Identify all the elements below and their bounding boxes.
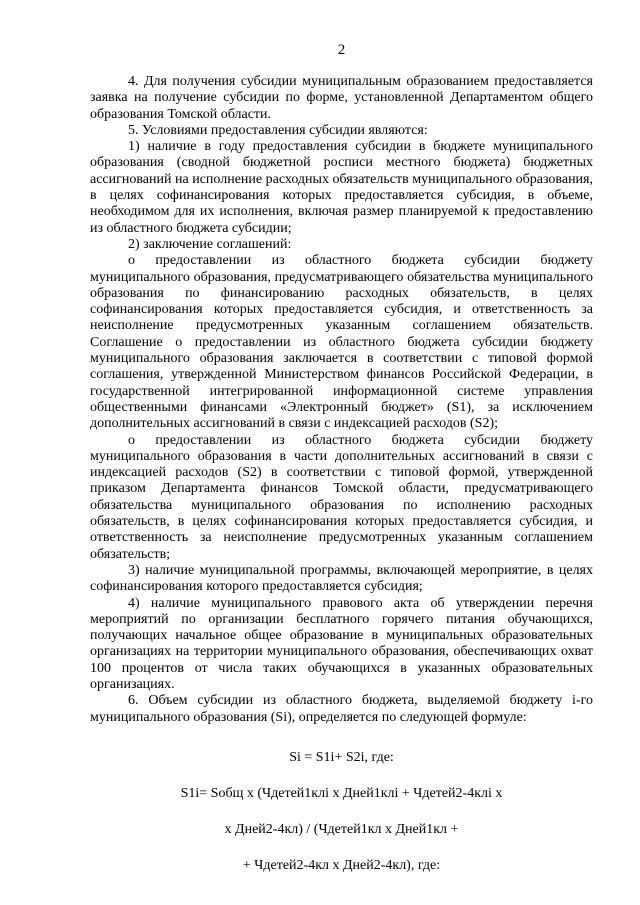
page-number: 2 <box>337 42 346 58</box>
agreement-s1: о предоставлении из областного бюджета субсидии бюджету муниципального образования, предусматривающего обязательства муниципального образования по финансированию расходных обязательств, в целях софинансирования которых предоставляется субсидия, и ответственность за неисполнение предусмотренных указанным соглашением обязательств. Соглашение о предоставлении из областного бюджета субсидии бюджету муниципального образования заключается в соответствии с типовой формой соглашения, утвержденной Министерством финансов Российской Федерации, в государственной интегрированной информационной системе управления общественными финансами «Электронный бюджет» (S1), за исключением дополнительных ассигнований в связи с индексацией расходов (S2); <box>90 253 593 432</box>
formula-s1i-line3: + Чдетей2-4кл x Дней2-4кл), где: <box>242 857 441 873</box>
formula-s1i-line1: S1i= Sобщ x (Чдетей1клi x Дней1клi + Чдетей2-4клi x <box>180 785 503 801</box>
condition-2-agreements: 2) заключение соглашений: <box>128 236 292 252</box>
document-page <box>90 42 593 874</box>
condition-3-program: 3) наличие муниципальной программы, включающей мероприятие, в целях софинансирования которого предоставляется субсидия; <box>90 562 593 595</box>
paragraph-6-subsidy-volume: 6. Объем субсидии из областного бюджета, выделяемой бюджету i-го муниципального образования (Si), определяется по следующей формуле: <box>90 693 593 725</box>
paragraph-5-conditions: 5. Условиями предоставления субсидии являются: <box>128 122 428 138</box>
condition-4-legal-act: 4) наличие муниципального правового акта об утверждении перечня мероприятий по организации бесплатного горячего питания обучающихся, получающих начальное общее образование в муниципальных образовательных организациях на территории муниципального образования, обеспечивающих охват 100 процентов от числа таких обучающихся в указанных образовательных организациях. <box>90 595 593 692</box>
condition-1-budget: 1) наличие в году предоставления субсидии в бюджете муниципального образования (сводной бюджетной росписи местного бюджета) бюджетных ассигнований на исполнение расходных обязательств муниципального образования, в целях софинансирования которых предоставляется субсидия, в объеме, необходимом для их исполнения, включая размер планируемой к предоставлению из областного бюджета субсидии; <box>90 139 593 236</box>
paragraph-4-application: 4. Для получения субсидии муниципальным образованием предоставляется заявка на получение субсидии по форме, установленной Департаментом общего образования Томской области. <box>90 74 593 122</box>
formula-s1i-line2: x Дней2-4кл) / (Чдетей1кл x Дней1кл + <box>224 821 459 837</box>
formula-si: Si = S1i+ S2i, где: <box>289 749 394 765</box>
agreement-s2: о предоставлении из областного бюджета субсидии бюджету муниципального образования в части дополнительных ассигнований в связи с индексацией расходов (S2) в соответствии с типовой формой, утвержденной приказом Департамента финансов Томской области, предусматривающего обязательства муниципального образования по исполнению расходных обязательств, в целях софинансирования которых предоставляется субсидия, и ответственность за неисполнение предусмотренных указанным соглашением обязательств; <box>90 432 593 562</box>
